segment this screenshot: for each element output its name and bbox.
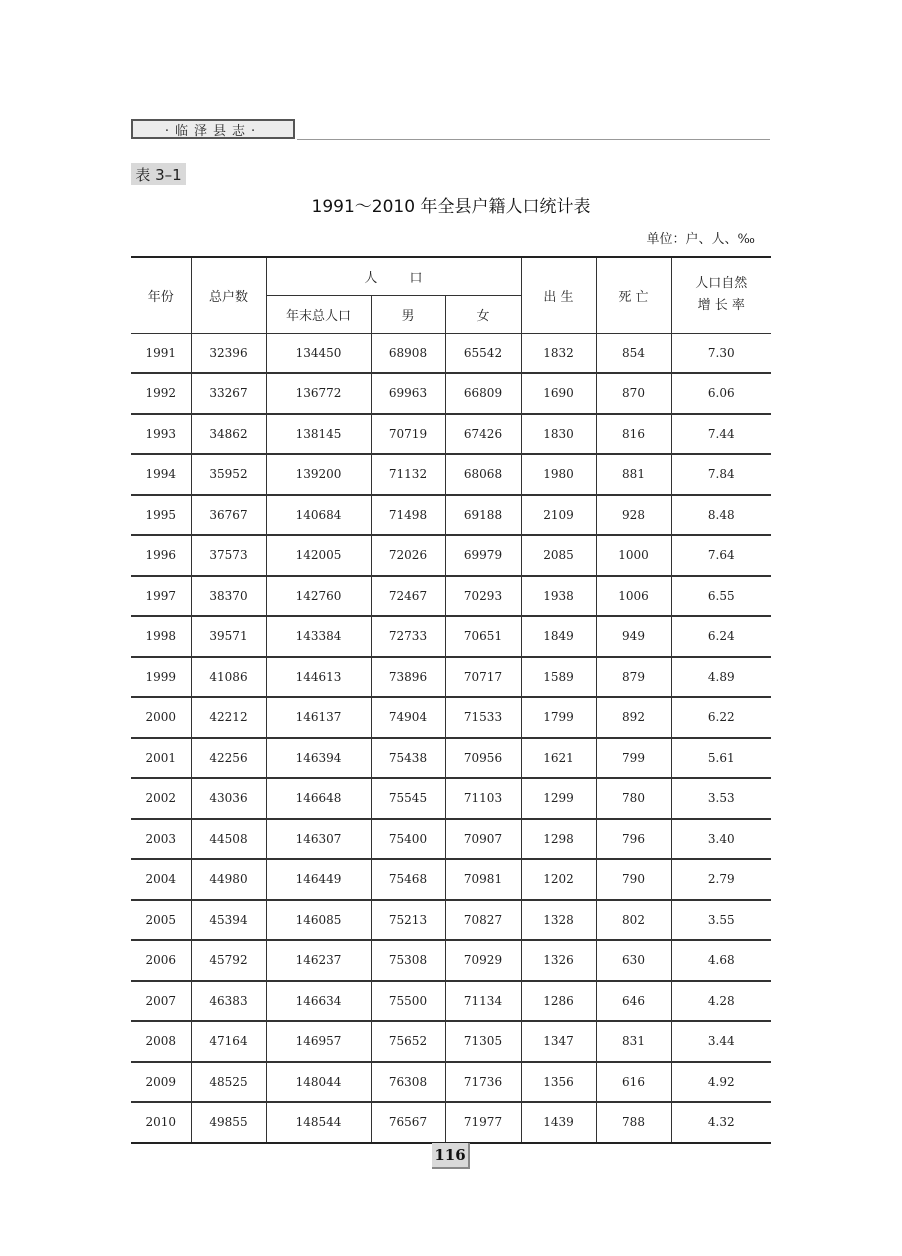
cell-year: 2003 — [131, 819, 191, 860]
cell-year: 2006 — [131, 940, 191, 981]
cell-households: 49855 — [191, 1102, 266, 1143]
cell-male: 75545 — [371, 778, 445, 819]
cell-households: 44980 — [191, 859, 266, 900]
cell-male: 75468 — [371, 859, 445, 900]
page-number: 116 — [432, 1143, 470, 1169]
cell-female: 70651 — [445, 616, 521, 657]
cell-households: 38370 — [191, 576, 266, 617]
cell-households: 41086 — [191, 657, 266, 698]
cell-population: 142760 — [266, 576, 371, 617]
cell-households: 37573 — [191, 535, 266, 576]
header-population-group: 人 口 — [266, 257, 521, 295]
header-deaths: 死 亡 — [596, 257, 671, 333]
cell-female: 66809 — [445, 373, 521, 414]
cell-deaths: 630 — [596, 940, 671, 981]
cell-households: 32396 — [191, 333, 266, 373]
table-row — [131, 616, 771, 657]
table-row — [131, 454, 771, 495]
table-row — [131, 414, 771, 455]
cell-population: 146634 — [266, 981, 371, 1022]
cell-male: 76308 — [371, 1062, 445, 1103]
cell-male: 71498 — [371, 495, 445, 536]
cell-births: 1621 — [521, 738, 596, 779]
cell-male: 75500 — [371, 981, 445, 1022]
table-row — [131, 940, 771, 981]
cell-male: 69963 — [371, 373, 445, 414]
cell-deaths: 790 — [596, 859, 671, 900]
cell-births: 2109 — [521, 495, 596, 536]
cell-growth: 6.22 — [671, 697, 771, 738]
cell-births: 1202 — [521, 859, 596, 900]
cell-deaths: 799 — [596, 738, 671, 779]
cell-households: 36767 — [191, 495, 266, 536]
table-row — [131, 1062, 771, 1103]
running-title: ·临泽县志· — [131, 119, 295, 139]
cell-population: 139200 — [266, 454, 371, 495]
table-row — [131, 859, 771, 900]
cell-population: 146957 — [266, 1021, 371, 1062]
cell-year: 1992 — [131, 373, 191, 414]
table-row — [131, 495, 771, 536]
cell-growth: 3.55 — [671, 900, 771, 941]
cell-deaths: 879 — [596, 657, 671, 698]
cell-households: 48525 — [191, 1062, 266, 1103]
cell-female: 67426 — [445, 414, 521, 455]
cell-growth: 3.53 — [671, 778, 771, 819]
cell-female: 70293 — [445, 576, 521, 617]
cell-births: 1439 — [521, 1102, 596, 1143]
unit-note: 单位：户、人、‰ — [646, 232, 755, 247]
cell-births: 1298 — [521, 819, 596, 860]
cell-households: 42212 — [191, 697, 266, 738]
cell-births: 1589 — [521, 657, 596, 698]
cell-population: 138145 — [266, 414, 371, 455]
cell-population: 148044 — [266, 1062, 371, 1103]
cell-households: 34862 — [191, 414, 266, 455]
cell-population: 143384 — [266, 616, 371, 657]
cell-growth: 8.48 — [671, 495, 771, 536]
cell-population: 146237 — [266, 940, 371, 981]
cell-year: 2008 — [131, 1021, 191, 1062]
cell-births: 1799 — [521, 697, 596, 738]
cell-deaths: 831 — [596, 1021, 671, 1062]
cell-year: 1993 — [131, 414, 191, 455]
cell-growth: 4.68 — [671, 940, 771, 981]
cell-year: 2001 — [131, 738, 191, 779]
cell-households: 35952 — [191, 454, 266, 495]
cell-births: 1286 — [521, 981, 596, 1022]
cell-deaths: 854 — [596, 333, 671, 373]
table-body — [131, 333, 771, 1143]
cell-female: 71305 — [445, 1021, 521, 1062]
cell-male: 74904 — [371, 697, 445, 738]
cell-population: 144613 — [266, 657, 371, 698]
cell-population: 146137 — [266, 697, 371, 738]
cell-births: 1326 — [521, 940, 596, 981]
cell-births: 1832 — [521, 333, 596, 373]
cell-year: 1999 — [131, 657, 191, 698]
table-row — [131, 333, 771, 373]
cell-growth: 7.64 — [671, 535, 771, 576]
cell-population: 146085 — [266, 900, 371, 941]
cell-female: 71977 — [445, 1102, 521, 1143]
cell-deaths: 949 — [596, 616, 671, 657]
header-growth-rate — [671, 257, 771, 333]
cell-female: 65542 — [445, 333, 521, 373]
cell-growth: 6.24 — [671, 616, 771, 657]
header-births: 出 生 — [521, 257, 596, 333]
table-row — [131, 819, 771, 860]
cell-female: 71103 — [445, 778, 521, 819]
cell-female: 69979 — [445, 535, 521, 576]
cell-population: 148544 — [266, 1102, 371, 1143]
cell-population: 140684 — [266, 495, 371, 536]
table-row — [131, 535, 771, 576]
cell-female: 71736 — [445, 1062, 521, 1103]
cell-deaths: 796 — [596, 819, 671, 860]
cell-year: 2010 — [131, 1102, 191, 1143]
header-rule — [297, 139, 770, 140]
cell-growth: 3.44 — [671, 1021, 771, 1062]
cell-growth: 4.32 — [671, 1102, 771, 1143]
cell-households: 43036 — [191, 778, 266, 819]
cell-year: 2000 — [131, 697, 191, 738]
cell-female: 71134 — [445, 981, 521, 1022]
cell-year: 1995 — [131, 495, 191, 536]
cell-deaths: 788 — [596, 1102, 671, 1143]
cell-births: 1299 — [521, 778, 596, 819]
cell-deaths: 928 — [596, 495, 671, 536]
cell-year: 2009 — [131, 1062, 191, 1103]
table-row — [131, 373, 771, 414]
table-label: 表 3–1 — [131, 163, 186, 185]
header-male: 男 — [371, 295, 445, 333]
cell-year: 1991 — [131, 333, 191, 373]
cell-female: 70956 — [445, 738, 521, 779]
cell-deaths: 816 — [596, 414, 671, 455]
cell-households: 33267 — [191, 373, 266, 414]
cell-male: 76567 — [371, 1102, 445, 1143]
header-year: 年份 — [131, 257, 191, 333]
cell-deaths: 616 — [596, 1062, 671, 1103]
header-growth-rate-line2: 增 长 率 — [697, 298, 745, 314]
cell-male: 75308 — [371, 940, 445, 981]
cell-male: 72733 — [371, 616, 445, 657]
cell-deaths: 646 — [596, 981, 671, 1022]
cell-births: 1830 — [521, 414, 596, 455]
cell-births: 2085 — [521, 535, 596, 576]
cell-year: 2002 — [131, 778, 191, 819]
cell-households: 42256 — [191, 738, 266, 779]
cell-male: 75652 — [371, 1021, 445, 1062]
cell-year: 1994 — [131, 454, 191, 495]
cell-male: 72467 — [371, 576, 445, 617]
cell-births: 1347 — [521, 1021, 596, 1062]
table-row — [131, 738, 771, 779]
cell-growth: 6.55 — [671, 576, 771, 617]
cell-births: 1849 — [521, 616, 596, 657]
cell-deaths: 1006 — [596, 576, 671, 617]
cell-deaths: 1000 — [596, 535, 671, 576]
cell-deaths: 780 — [596, 778, 671, 819]
table-row — [131, 981, 771, 1022]
header-growth-rate-line1: 人口自然 — [695, 276, 748, 292]
cell-growth: 4.28 — [671, 981, 771, 1022]
cell-male: 75438 — [371, 738, 445, 779]
cell-year: 1998 — [131, 616, 191, 657]
cell-year: 1996 — [131, 535, 191, 576]
cell-households: 44508 — [191, 819, 266, 860]
cell-households: 45792 — [191, 940, 266, 981]
cell-population: 142005 — [266, 535, 371, 576]
cell-births: 1356 — [521, 1062, 596, 1103]
table-row — [131, 697, 771, 738]
cell-growth: 6.06 — [671, 373, 771, 414]
cell-male: 71132 — [371, 454, 445, 495]
cell-growth: 4.92 — [671, 1062, 771, 1103]
cell-male: 72026 — [371, 535, 445, 576]
cell-female: 69188 — [445, 495, 521, 536]
cell-births: 1980 — [521, 454, 596, 495]
table-row — [131, 657, 771, 698]
cell-female: 70981 — [445, 859, 521, 900]
table-title: 1991～2010 年全县户籍人口统计表 — [311, 197, 591, 217]
table-row — [131, 900, 771, 941]
cell-male: 68908 — [371, 333, 445, 373]
cell-households: 45394 — [191, 900, 266, 941]
cell-year: 2004 — [131, 859, 191, 900]
cell-female: 68068 — [445, 454, 521, 495]
cell-births: 1328 — [521, 900, 596, 941]
cell-growth: 4.89 — [671, 657, 771, 698]
cell-households: 46383 — [191, 981, 266, 1022]
cell-year: 1997 — [131, 576, 191, 617]
cell-population: 134450 — [266, 333, 371, 373]
cell-deaths: 802 — [596, 900, 671, 941]
cell-female: 71533 — [445, 697, 521, 738]
cell-growth: 3.40 — [671, 819, 771, 860]
cell-growth: 5.61 — [671, 738, 771, 779]
cell-deaths: 881 — [596, 454, 671, 495]
cell-growth: 7.84 — [671, 454, 771, 495]
header-households: 总户数 — [191, 257, 266, 333]
header-year-end-population: 年末总人口 — [266, 295, 371, 333]
cell-female: 70827 — [445, 900, 521, 941]
population-table — [131, 256, 771, 1144]
cell-year: 2007 — [131, 981, 191, 1022]
cell-male: 73896 — [371, 657, 445, 698]
cell-growth: 2.79 — [671, 859, 771, 900]
cell-deaths: 892 — [596, 697, 671, 738]
cell-year: 2005 — [131, 900, 191, 941]
cell-growth: 7.44 — [671, 414, 771, 455]
cell-population: 146449 — [266, 859, 371, 900]
cell-male: 75213 — [371, 900, 445, 941]
cell-population: 146648 — [266, 778, 371, 819]
table-row — [131, 1021, 771, 1062]
table-row — [131, 778, 771, 819]
header-female: 女 — [445, 295, 521, 333]
cell-male: 75400 — [371, 819, 445, 860]
cell-households: 47164 — [191, 1021, 266, 1062]
cell-population: 136772 — [266, 373, 371, 414]
cell-growth: 7.30 — [671, 333, 771, 373]
table-row — [131, 576, 771, 617]
cell-population: 146307 — [266, 819, 371, 860]
cell-births: 1690 — [521, 373, 596, 414]
cell-deaths: 870 — [596, 373, 671, 414]
cell-female: 70907 — [445, 819, 521, 860]
cell-female: 70717 — [445, 657, 521, 698]
cell-male: 70719 — [371, 414, 445, 455]
cell-births: 1938 — [521, 576, 596, 617]
cell-households: 39571 — [191, 616, 266, 657]
table-row — [131, 1102, 771, 1143]
cell-population: 146394 — [266, 738, 371, 779]
cell-female: 70929 — [445, 940, 521, 981]
